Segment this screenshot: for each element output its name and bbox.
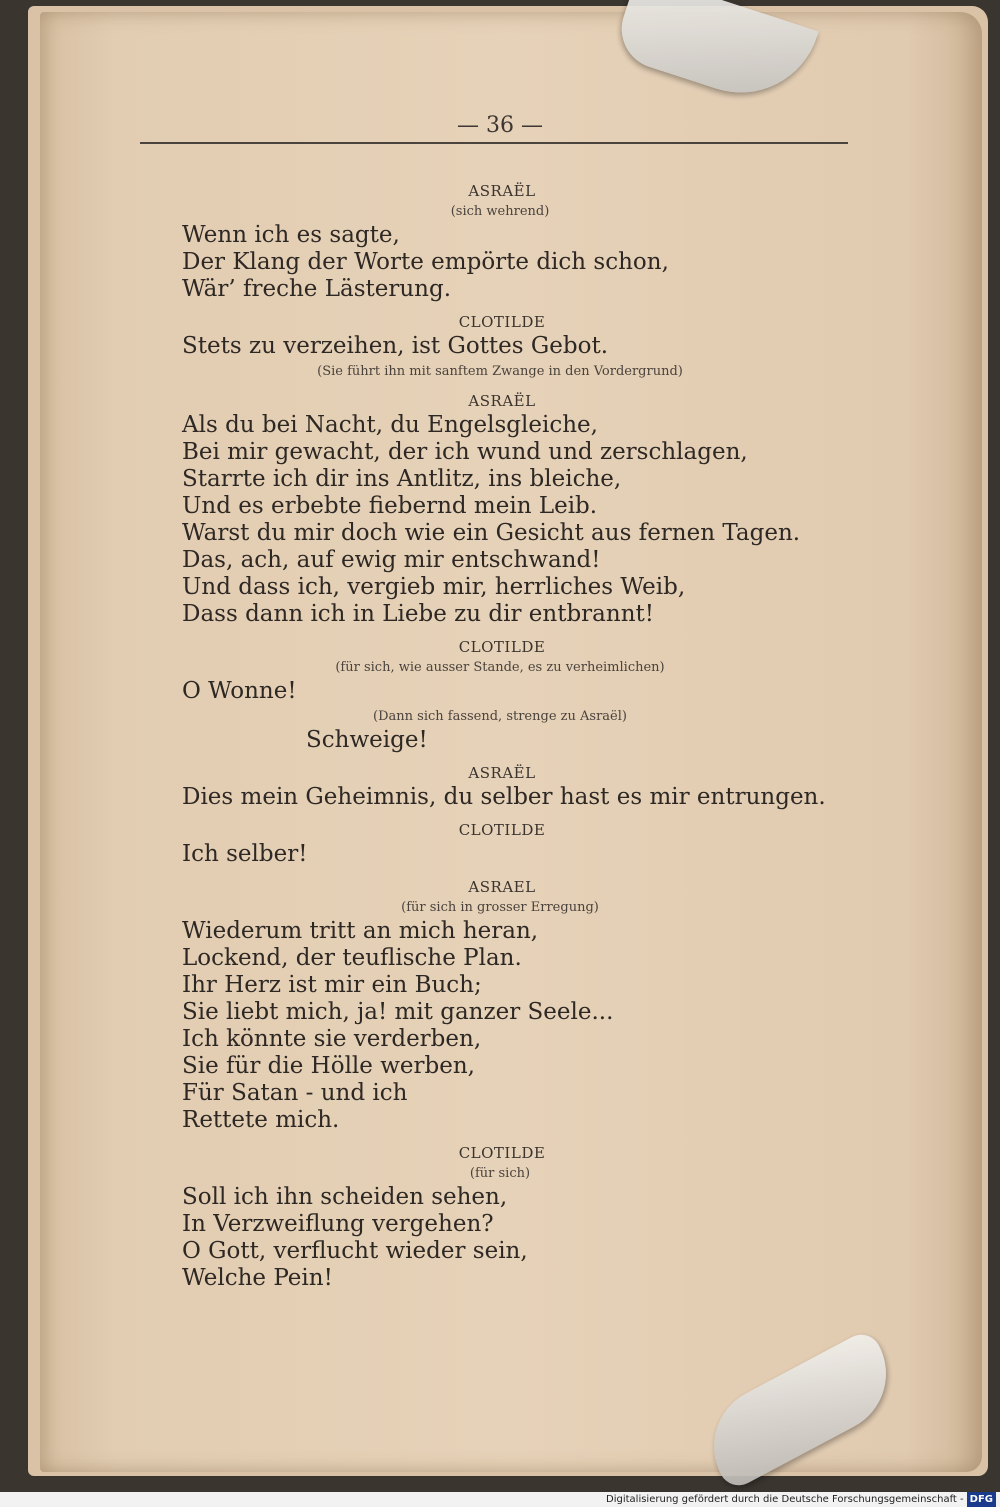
digitization-footer	[0, 1492, 1000, 1507]
verse-line: Wär’ freche Lästerung.	[182, 276, 452, 302]
verse-line: Schweige!	[306, 727, 428, 753]
stage-direction: (für sich, wie ausser Stande, es zu verheimlichen)	[335, 660, 665, 675]
speaker-name: ASRAËL	[468, 764, 536, 782]
speaker-name: ASRAEL	[468, 878, 536, 896]
verse-line: Für Satan - und ich	[182, 1080, 408, 1106]
verse-line: Sie für die Hölle werben,	[182, 1053, 475, 1079]
stage-direction: (für sich in grosser Erregung)	[401, 900, 599, 915]
dfg-logo: DFG	[967, 1492, 996, 1507]
verse-line: Warst du mir doch wie ein Gesicht aus fernen Tagen.	[182, 520, 801, 546]
verse-line: Stets zu verzeihen, ist Gottes Gebot.	[182, 333, 609, 359]
page-number: — 36 —	[457, 113, 543, 138]
verse-line: Ihr Herz ist mir ein Buch;	[182, 972, 482, 998]
verse-line: Und es erbebte fiebernd mein Leib.	[182, 493, 598, 519]
speaker-name: CLOTILDE	[458, 1144, 546, 1162]
stage-direction: (sich wehrend)	[450, 204, 550, 219]
verse-line: Wiederum tritt an mich heran,	[182, 918, 539, 944]
verse-line: Starrte ich dir ins Antlitz, ins bleiche,	[182, 466, 622, 492]
header-rule	[140, 142, 848, 144]
verse-line: Dass dann ich in Liebe zu dir entbrannt!	[182, 601, 655, 627]
verse-line: Und dass ich, vergieb mir, herrliches Weib,	[182, 574, 686, 600]
verse-line: Wenn ich es sagte,	[182, 222, 400, 248]
footer-credit: Digitalisierung gefördert durch die Deutsche Forschungsgemeinschaft -	[606, 1494, 964, 1505]
play-text	[182, 180, 872, 1292]
verse-line: Der Klang der Worte empörte dich schon,	[182, 249, 669, 275]
stage-direction: (für sich)	[469, 1166, 531, 1181]
verse-line: Rettete mich.	[182, 1107, 340, 1133]
verse-line: Bei mir gewacht, der ich wund und zerschlagen,	[182, 439, 748, 465]
verse-line: Soll ich ihn scheiden sehen,	[182, 1184, 508, 1210]
verse-line: In Verzweiflung vergehen?	[182, 1211, 494, 1237]
verse-line: Das, ach, auf ewig mir entschwand!	[182, 547, 601, 573]
speaker-name: CLOTILDE	[458, 638, 546, 656]
stage-direction: (Dann sich fassend, strenge zu Asraël)	[373, 709, 627, 724]
stage-direction: (Sie führt ihn mit sanftem Zwange in den Vordergrund)	[317, 364, 683, 379]
speaker-name: CLOTILDE	[458, 313, 546, 331]
speaker-name: CLOTILDE	[458, 821, 546, 839]
speaker-name: ASRAËL	[468, 182, 536, 200]
verse-line: Sie liebt mich, ja! mit ganzer Seele...	[182, 999, 614, 1025]
verse-line: Dies mein Geheimnis, du selber hast es mir entrungen.	[182, 784, 826, 810]
verse-line: O Wonne!	[182, 678, 297, 704]
verse-line: Als du bei Nacht, du Engelsgleiche,	[182, 412, 598, 438]
verse-line: Ich könnte sie verderben,	[182, 1026, 482, 1052]
verse-line: Welche Pein!	[182, 1265, 333, 1291]
verse-line: O Gott, verflucht wieder sein,	[182, 1238, 528, 1264]
verse-line: Ich selber!	[182, 841, 308, 867]
speaker-name: ASRAËL	[468, 392, 536, 410]
verse-line: Lockend, der teuflische Plan.	[182, 945, 522, 971]
